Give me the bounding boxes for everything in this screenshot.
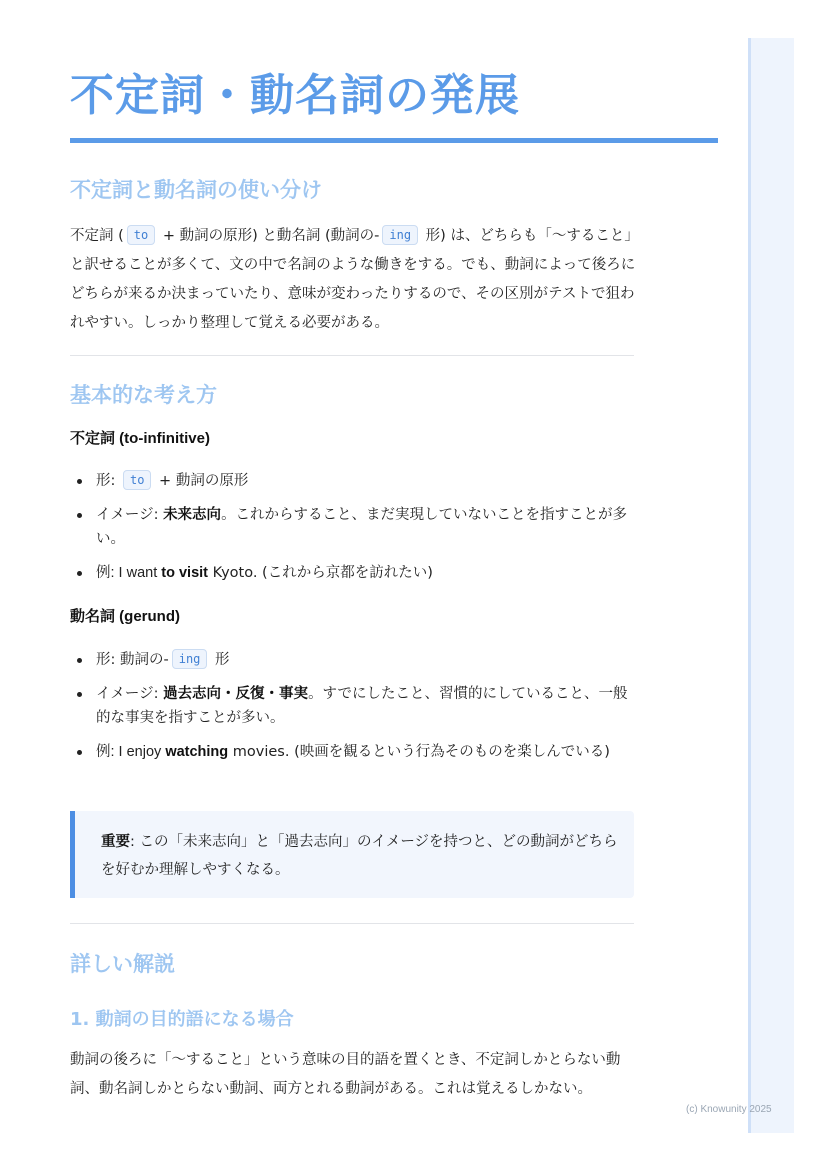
infinitive-label: 不定詞 (to-infinitive) xyxy=(70,430,210,447)
section-divider xyxy=(70,923,634,924)
item-text: イメージ: xyxy=(96,507,164,523)
section-heading-basics: 基本的な考え方 xyxy=(70,383,217,407)
item-text: 形: xyxy=(96,473,120,489)
callout-body: : この「未来志向」と「過去志向」のイメージを持つと、どの動詞がどちらを好むか理解しやすくなる。 xyxy=(101,834,618,878)
item-bold: 未来志向 xyxy=(163,507,222,523)
item-text: 例: I want xyxy=(96,565,162,581)
code-ing: ing xyxy=(382,225,418,245)
item-text: movies. (映画を観るという行為そのものを楽しんでいる) xyxy=(228,744,610,760)
side-panel xyxy=(748,38,794,1133)
callout-text xyxy=(101,828,621,884)
item-bold: to visit xyxy=(161,565,209,581)
list-item xyxy=(70,740,636,764)
item-text: イメージ: xyxy=(96,686,164,702)
callout-bold: 重要 xyxy=(101,834,130,850)
list-item xyxy=(70,503,636,551)
important-callout xyxy=(70,811,634,898)
subsection-heading-object: 1. 動詞の目的語になる場合 xyxy=(70,1009,294,1030)
item-text: 例: I enjoy xyxy=(96,744,166,760)
item-text: Kyoto. (これから京都を訪れたい) xyxy=(208,565,433,581)
item-text: 形 xyxy=(210,652,230,668)
intro-text-c: 形) は、どちらも「〜すること」と訳せることが多くて、文の中で名詞のような働きをする。でも、動詞によって後ろにどちらが来るか決まっていたり、意味が変わったりするので、その区別がテストで狙われやすい。しっかり整理して覚える必要がある。 xyxy=(70,228,636,331)
code-to: to xyxy=(123,470,151,490)
intro-paragraph xyxy=(70,222,636,338)
list-item xyxy=(70,561,636,585)
item-text: 。すでにしたこと、習慣的にしていること、一般的な事実を指すことが多い。 xyxy=(96,686,628,726)
title-underline xyxy=(70,138,718,143)
intro-text-b: + 動詞の原形) と動名詞 (動詞の- xyxy=(158,228,380,244)
list-item xyxy=(70,469,636,493)
section-heading-usage: 不定詞と動名詞の使い分け xyxy=(70,178,322,202)
item-bold: 過去志向・反復・事実 xyxy=(163,686,309,702)
code-ing: ing xyxy=(172,649,208,669)
code-to: to xyxy=(127,225,155,245)
item-text: 形: 動詞の- xyxy=(96,652,169,668)
object-paragraph: 動詞の後ろに「〜すること」という意味の目的語を置くとき、不定詞しかとらない動詞、動名詞しかとらない動詞、両方とれる動詞がある。これは覚えるしかない。 xyxy=(70,1052,621,1097)
infinitive-list xyxy=(70,469,636,585)
list-item xyxy=(70,648,636,672)
intro-text-a: 不定詞 ( xyxy=(70,228,124,244)
section-heading-details: 詳しい解説 xyxy=(70,952,175,976)
gerund-label: 動名詞 (gerund) xyxy=(70,608,180,625)
section-divider xyxy=(70,355,634,356)
item-text: + 動詞の原形 xyxy=(154,473,249,489)
item-bold: watching xyxy=(165,744,229,760)
list-item xyxy=(70,682,636,730)
copyright-footer: (c) Knowunity 2025 xyxy=(686,1104,772,1115)
page-title: 不定詞・動名詞の発展 xyxy=(70,70,520,121)
item-text: 。これからすること、まだ実現していないことを指すことが多い。 xyxy=(96,507,628,547)
gerund-list xyxy=(70,648,636,764)
